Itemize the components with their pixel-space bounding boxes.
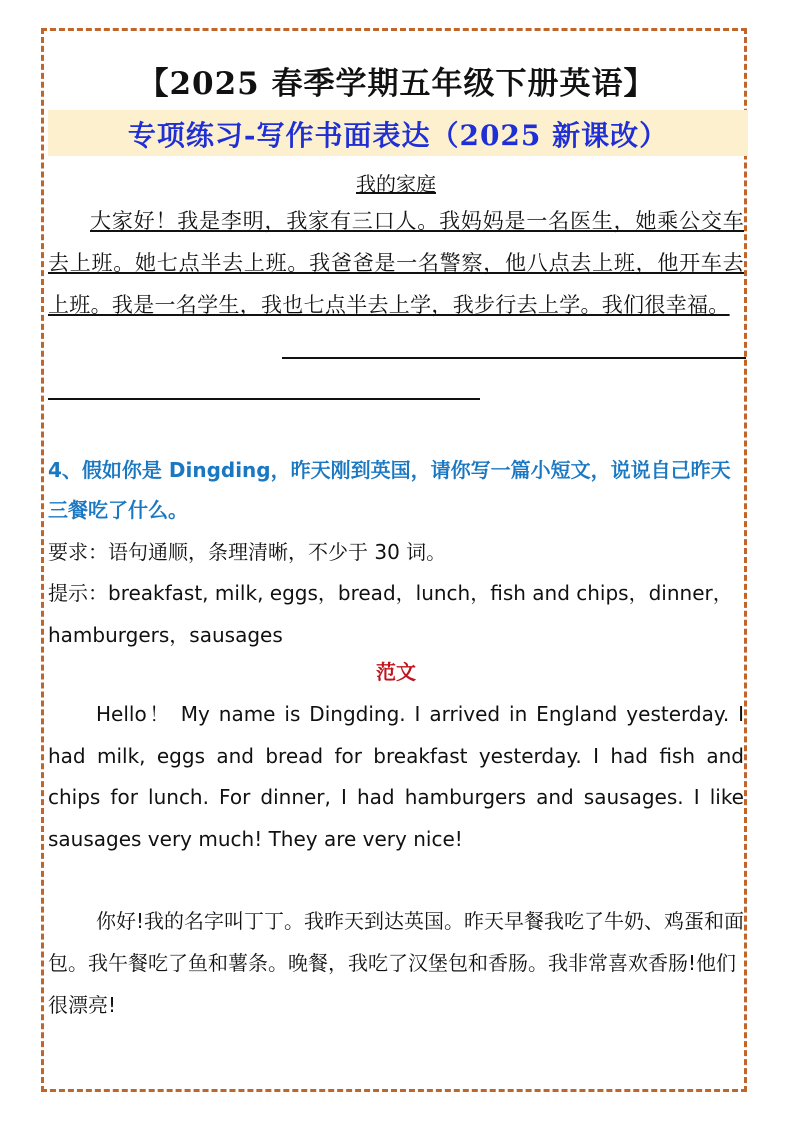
question-hint: 提示：breakfast, milk, eggs，bread，lunch，fish and chips，dinner，hamburgers，sausages (48, 581, 733, 647)
sample-label: 范文 (376, 660, 416, 684)
sample-english-text: Hello！ My name is Dingding. I arrived in England yesterday. I had milk, eggs and bread for breakfast yesterday. I had fish and chips for lunch. For dinner, I had hamburgers and sausages. I like sausages very much! They are very nice! (48, 702, 744, 851)
page-subtitle: 专项练习-写作书面表达（2025 新课改） (127, 119, 669, 152)
essay-title: 我的家庭 (356, 172, 436, 196)
writing-line-1 (282, 357, 746, 359)
page-title: 【2025 春季学期五年级下册英语】 (137, 66, 656, 102)
writing-line-2 (48, 398, 480, 400)
sample-chinese-text: 你好!我的名字叫丁丁。我昨天到达英国。昨天早餐我吃了牛奶、鸡蛋和面包。我午餐吃了鱼和薯条。晚餐，我吃了汉堡包和香肠。我非常喜欢香肠!他们很漂亮! (48, 909, 745, 1017)
question-prompt: 4、假如你是 Dingding，昨天刚到英国，请你写一篇小短文，说说自己昨天三餐吃了什么。 (48, 458, 731, 522)
essay-body: 大家好！我是李明，我家有三口人。我妈妈是一名医生，她乘公交车去上班。她七点半去上班。我爸爸是一名警察，他八点去上班，他开车去上班。我是一名学生，我也七点半去上学，我步行去上学。我们很幸福。 (48, 209, 744, 317)
question-requirement: 要求：语句通顺，条理清晰，不少于 30 词。 (48, 540, 447, 564)
